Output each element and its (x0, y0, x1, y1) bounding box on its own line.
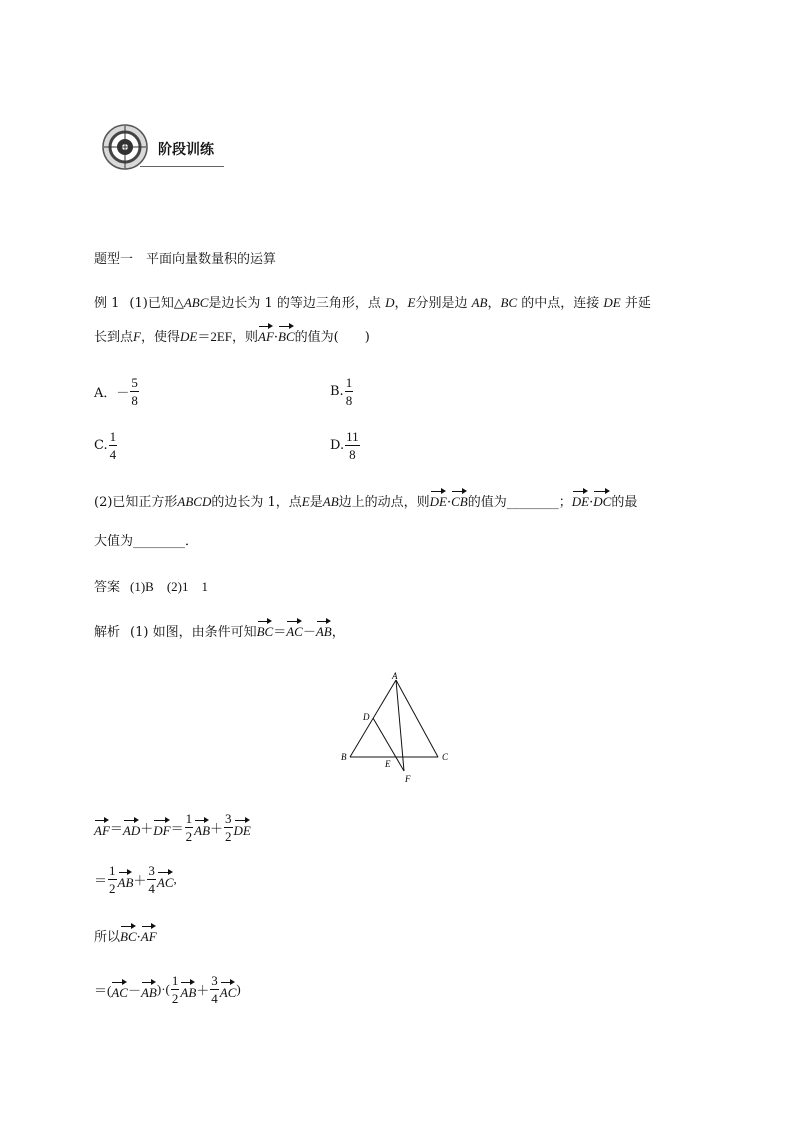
example-label: 例 1 (94, 296, 120, 311)
example1-line1: 例 1 (1)已知△ABC是边长为 1 的等边三角形，点 D，E分别是边 AB，BC 的中点，连接 DE 并延 (94, 295, 651, 311)
answer: 答案 (1)B (2)1 1 (94, 579, 209, 595)
vector-bc: BC (278, 325, 295, 343)
vector-de-2: DE (572, 490, 589, 508)
vector-ab: AB (316, 620, 332, 638)
option-b: B. $\frac{1}{8}$ (330, 375, 353, 408)
vector-de: DE (430, 490, 447, 508)
answer-label: 答案 (94, 580, 121, 595)
equation-1: AF＝AD＋DF＝ $\frac{1}{2}$ AB＋ $\frac{3}{2}$ DE (94, 811, 251, 844)
option-a: A．－ $\frac{5}{8}$ (94, 375, 138, 408)
label-b: B (341, 752, 347, 762)
label-c: C (442, 752, 449, 762)
side-ac (396, 680, 438, 757)
triangle-figure (336, 670, 460, 786)
vector-ac: AC (286, 620, 303, 638)
label-a: A (392, 671, 398, 681)
section-header (100, 122, 224, 172)
label-d: D (363, 712, 370, 722)
label-f: F (405, 774, 411, 784)
header-underline (140, 166, 224, 167)
solution-label: 解析 (94, 625, 121, 640)
option-c: C. $\frac{1}{4}$ (94, 429, 117, 462)
equation-3: 所以BC·AF (94, 925, 157, 945)
header-title: 阶段训练 (158, 142, 214, 158)
equation-2: ＝ $\frac{1}{2}$ AB＋ $\frac{3}{4}$ AC, (94, 863, 177, 896)
label-e: E (385, 759, 391, 769)
equation-4: ＝(AC－AB)·( $\frac{1}{2}$ AB＋ $\frac{3}{4}$ AC) (94, 973, 241, 1006)
option-d: D. $\frac{11}{8}$ (330, 429, 359, 462)
vector-cb: CB (451, 490, 468, 508)
part2-line2: 大值为________． (94, 534, 199, 549)
example1-line2: 长到点F，使得DE＝2EF，则AF·BC的值为( ) (94, 325, 370, 345)
section-title: 题型一 平面向量数量积的运算 (94, 252, 277, 267)
target-icon (100, 122, 150, 172)
vector-dc: DC (593, 490, 611, 508)
part2-line1: (2)已知正方形ABCD的边长为 1，点E是AB边上的动点，则DE·CB的值为________；DE·DC的最 (94, 490, 637, 510)
vector-af: AF (258, 325, 274, 343)
solution-intro: 解析 (1) 如图，由条件可知BC＝AC－AB， (94, 620, 345, 640)
